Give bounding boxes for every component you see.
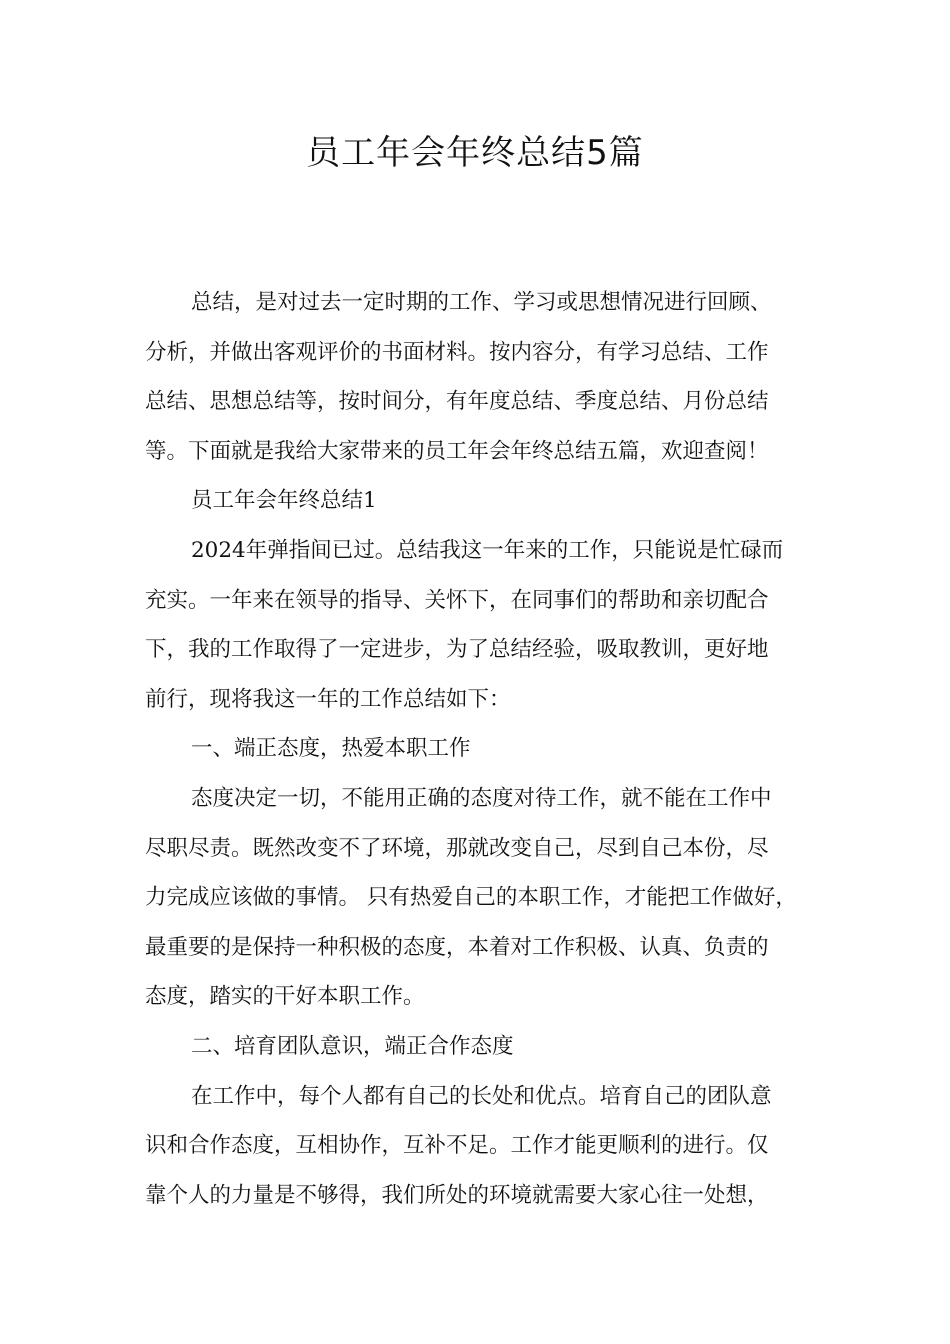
body-line: 识和合作态度，互相协作，互补不足。工作才能更顺利的进行。仅	[145, 1133, 769, 1159]
body-line: 尽职尽责。既然改变不了环境，那就改变自己，尽到自己本份，尽	[145, 835, 769, 861]
body-line: 充实。一年来在领导的指导、关怀下，在同事们的帮助和亲切配合	[145, 587, 769, 613]
body-line: 总结，是对过去一定时期的工作、学习或思想情况进行回顾、	[191, 290, 772, 315]
body-line: 等。下面就是我给大家带来的员工年会年终总结五篇，欢迎查阅！	[145, 438, 769, 464]
body-line: 2024年弹指间已过。总结我这一年来的工作，只能说是忙碌而	[191, 537, 784, 563]
section-heading: 员工年会年终总结1	[191, 488, 377, 514]
document-body	[145, 278, 825, 1220]
body-line: 最重要的是保持一种积极的态度，本着对工作积极、认真、负责的	[145, 934, 769, 960]
subsection-heading: 一、端正态度，热爱本职工作	[191, 736, 471, 762]
body-line: 在工作中，每个人都有自己的长处和优点。培育自己的团队意	[191, 1083, 772, 1109]
body-line: 下，我的工作取得了一定进步，为了总结经验，吸取教训，更好地	[145, 637, 769, 663]
body-line: 分析，并做出客观评价的书面材料。按内容分，有学习总结、工作	[145, 339, 769, 365]
subsection-heading: 二、培育团队意识，端正合作态度	[191, 1033, 514, 1059]
document-title: 员工年会年终总结5篇	[306, 133, 644, 173]
body-line: 态度决定一切，不能用正确的态度对待工作，就不能在工作中	[191, 785, 772, 811]
body-line: 态度，踏实的干好本职工作。	[145, 984, 425, 1010]
body-line: 前行，现将我这一年的工作总结如下：	[145, 686, 511, 712]
body-line: 总结、思想总结等，按时间分，有年度总结、季度总结、月份总结	[145, 389, 769, 415]
body-line: 力完成应该做的事情。 只有热爱自己的本职工作，才能把工作做好，	[145, 885, 797, 911]
body-line: 靠个人的力量是不够得，我们所处的环境就需要大家心往一处想，	[145, 1182, 769, 1208]
